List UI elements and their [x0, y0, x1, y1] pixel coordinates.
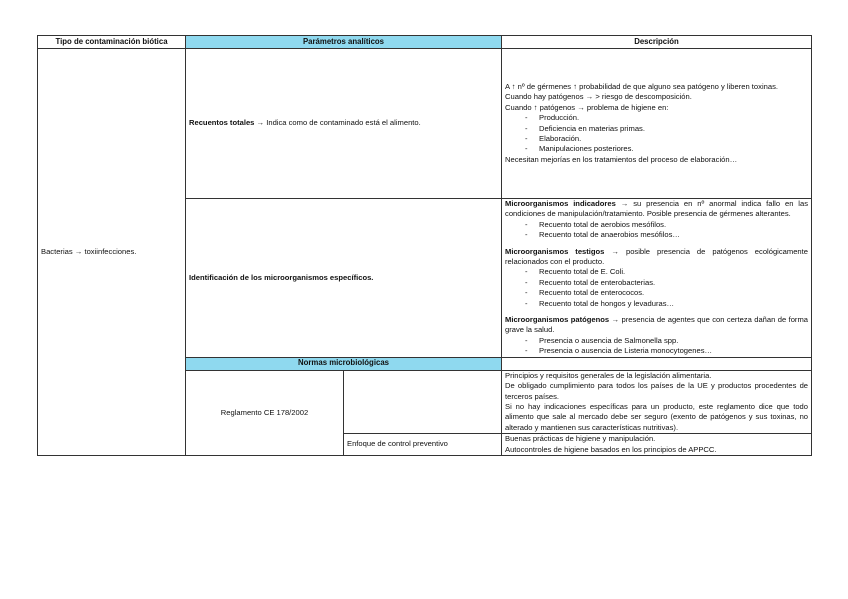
- testigos-list: [505, 267, 808, 309]
- header-descripcion: Descripción: [502, 36, 812, 49]
- recuentos-text: → Indica como de contaminado está el alimento.: [254, 118, 421, 128]
- general-line: De obligado cumplimiento para todos los países de la UE y productos procedentes de terceros países.: [505, 381, 809, 401]
- indicadores-text: → su presencia en nº anormal indica fallo en las condiciones de manipulación/tratamiento. Posible presencia de gérmenes alterantes.: [505, 199, 809, 219]
- patogenos-title: Microorganismos patógenos: [505, 315, 610, 325]
- list-item: - Producción.: [525, 113, 808, 123]
- header-row: [38, 36, 812, 49]
- recuentos-list: [505, 113, 808, 155]
- recuentos-line: A ↑ nº de gérmenes ↑ probabilidad de que alguno sea patógeno y liberen toxinas.: [505, 81, 778, 91]
- identificacion-title: Identificación de los microorganismos específicos.: [189, 272, 374, 282]
- list-item: - Presencia o ausencia de Salmonella spp.: [525, 336, 808, 346]
- cell-recuentos-desc: [502, 49, 812, 199]
- cell-enfoque: Enfoque de control preventivo: [344, 434, 502, 456]
- cell-identificacion-desc: [502, 199, 812, 358]
- cell-general-desc: [502, 370, 812, 433]
- cell-identificacion-param: [186, 199, 502, 358]
- normas-header-empty: [502, 357, 812, 370]
- contamination-table: [37, 35, 812, 456]
- testigos-title: Microorganismos testigos: [505, 246, 605, 256]
- cell-bacterias: Bacterias → toxiinfecciones.: [38, 49, 186, 456]
- enfoque-line: Autocontroles de higiene basados en los principios de APPCC.: [505, 444, 717, 454]
- list-item: - Recuento total de hongos y levaduras…: [525, 299, 808, 309]
- patogenos-para: [505, 315, 808, 336]
- testigos-para: [505, 247, 808, 268]
- list-item: - Presencia o ausencia de Listeria monocytogenes…: [525, 346, 808, 356]
- patogenos-list: [505, 336, 808, 357]
- testigos-text: → posible presencia de patógenos ecológicamente relacionados con el producto.: [505, 246, 808, 267]
- cell-reglamento: Reglamento CE 178/2002: [186, 370, 344, 455]
- indicadores-title: Microorganismos indicadores: [505, 199, 616, 208]
- list-item: - Recuento total de anaerobios mesófilos…: [525, 230, 808, 240]
- general-line: Si no hay indicaciones específicas para un producto, este reglamento dice que todo alimento que sale al mercado debe ser seguro (exento de patógenos y sus toxinas, no alterado y mantienen sus características nutritivas).: [505, 401, 809, 432]
- header-parametros: Parámetros analíticos: [186, 36, 502, 49]
- indicadores-para: [505, 199, 808, 220]
- cell-reglamento-empty: [344, 370, 502, 433]
- recuentos-title: Recuentos totales: [189, 118, 255, 128]
- cell-recuentos-param: [186, 49, 502, 199]
- recuentos-closing: Necesitan mejorías en los tratamientos del proceso de elaboración…: [505, 154, 738, 164]
- list-item: - Recuento total de enterobacterias.: [525, 278, 808, 288]
- normas-header: Normas microbiológicas: [186, 357, 502, 370]
- list-item: - Recuento total de E. Coli.: [525, 267, 808, 277]
- list-item: - Elaboración.: [525, 134, 808, 144]
- row-recuentos: [38, 49, 812, 199]
- recuentos-line: Cuando hay patógenos → > riesgo de descomposición.: [505, 92, 692, 102]
- list-item: - Recuento total de aerobios mesófilos.: [525, 220, 808, 230]
- list-item: - Manipulaciones posteriores.: [525, 144, 808, 154]
- list-item: - Recuento total de enterococos.: [525, 288, 808, 298]
- general-line: Principios y requisitos generales de la legislación alimentaria.: [505, 370, 712, 380]
- cell-enfoque-desc: [502, 434, 812, 456]
- indicadores-list: [505, 220, 808, 241]
- enfoque-line: Buenas prácticas de higiene y manipulación.: [505, 434, 656, 444]
- patogenos-text: → presencia de agentes que con certeza dañan de forma grave la salud.: [505, 315, 809, 335]
- recuentos-line: Cuando ↑ patógenos → problema de higiene en:: [505, 102, 669, 112]
- list-item: - Deficiencia en materias primas.: [525, 124, 808, 134]
- header-tipo: Tipo de contaminación biótica: [38, 36, 186, 49]
